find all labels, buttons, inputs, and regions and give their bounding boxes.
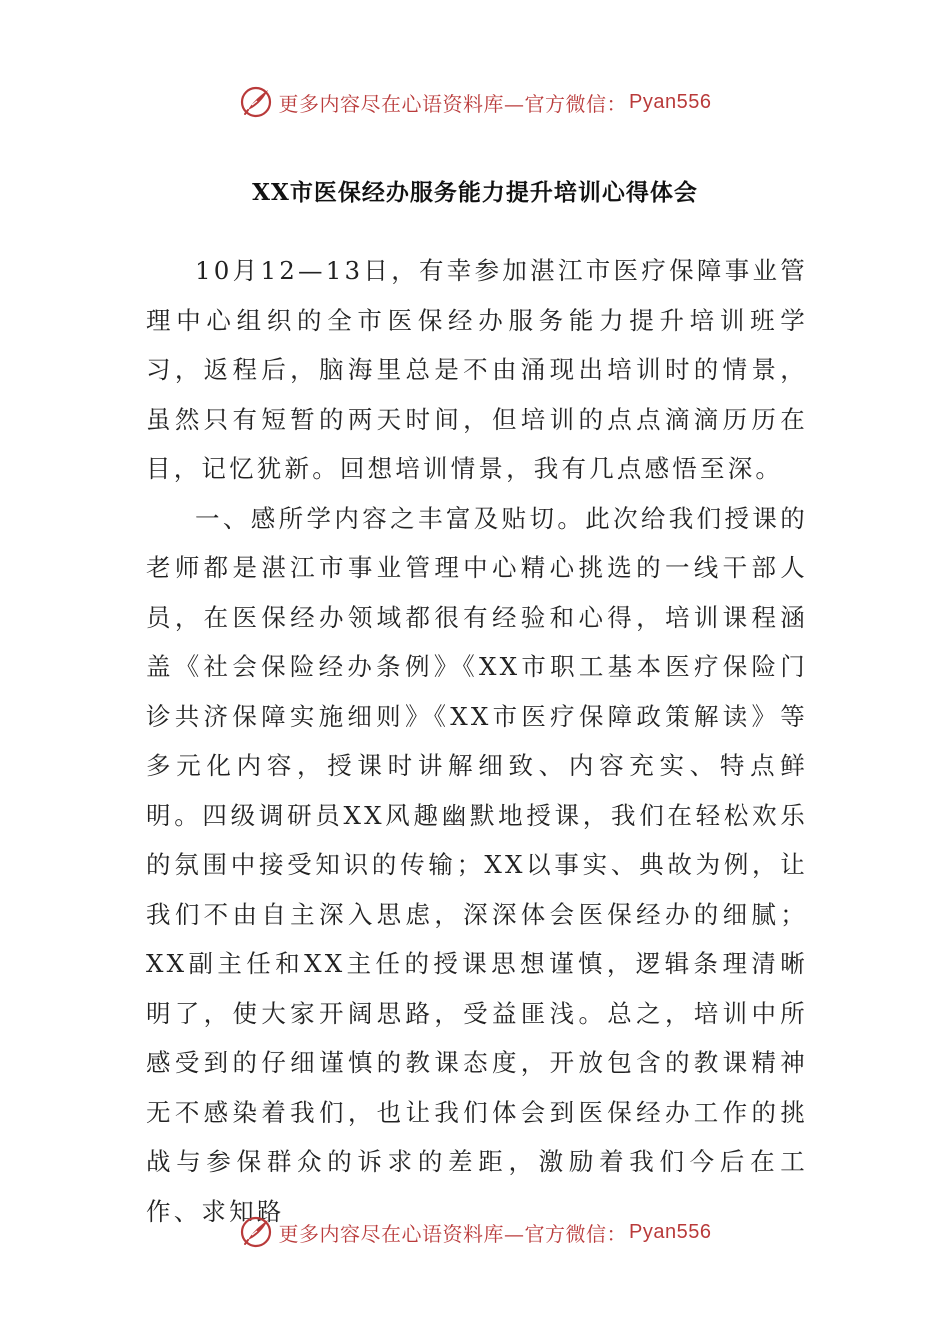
quill-pen-logo-icon [239,85,273,119]
document-body [146,246,808,1236]
watermark-text: 更多内容尽在心语资料库—官方微信： [278,1221,628,1246]
paragraph-section-one: 一、感所学内容之丰富及贴切。此次给我们授课的老师都是湛江市事业管理中心精心挑选的一线干部人员，在医保经办领域都很有经验和心得，培训课程涵盖《社会保险经办条例》《XX市职工基本医疗保险门诊共济保障实施细则》《XX市医疗保障政策解读》等多元化内容，授课时讲解细致、内容充实、特点鲜明。四级调研员XX风趣幽默地授课，我们在轻松欢乐的氛围中接受知识的传输；XX以事实、典故为例，让我们不由自主深入思虑，深深体会医保经办的细腻；XX副主任和XX主任的授课思想谨慎，逻辑条理清晰明了，使大家开阔思路，受益匪浅。总之，培训中所感受到的仔细谨慎的教课态度，开放包含的教课精神无不感染着我们，也让我们体会到医保经办工作的挑战与参保群众的诉求的差距，激励着我们今后在工作、求知路 [146,503,808,1226]
watermark-wechat-id: Pyan556 [629,1220,712,1243]
quill-pen-logo-icon [239,1215,273,1249]
watermark-text: 更多内容尽在心语资料库—官方微信： [278,91,628,116]
footer-watermark [0,1212,950,1252]
paragraph-intro: 10月12—13日，有幸参加湛江市医疗保障事业管理中心组织的全市医保经办服务能力提升培训班学习，返程后，脑海里总是不由涌现出培训时的情景，虽然只有短暂的两天时间，但培训的点点滴滴历历在目，记忆犹新。回想培训情景，我有几点感悟至深。 [146,256,808,483]
header-watermark [0,82,950,122]
document-title: XX市医保经办服务能力提升培训心得体会 [252,179,698,206]
watermark-wechat-id: Pyan556 [629,90,712,113]
